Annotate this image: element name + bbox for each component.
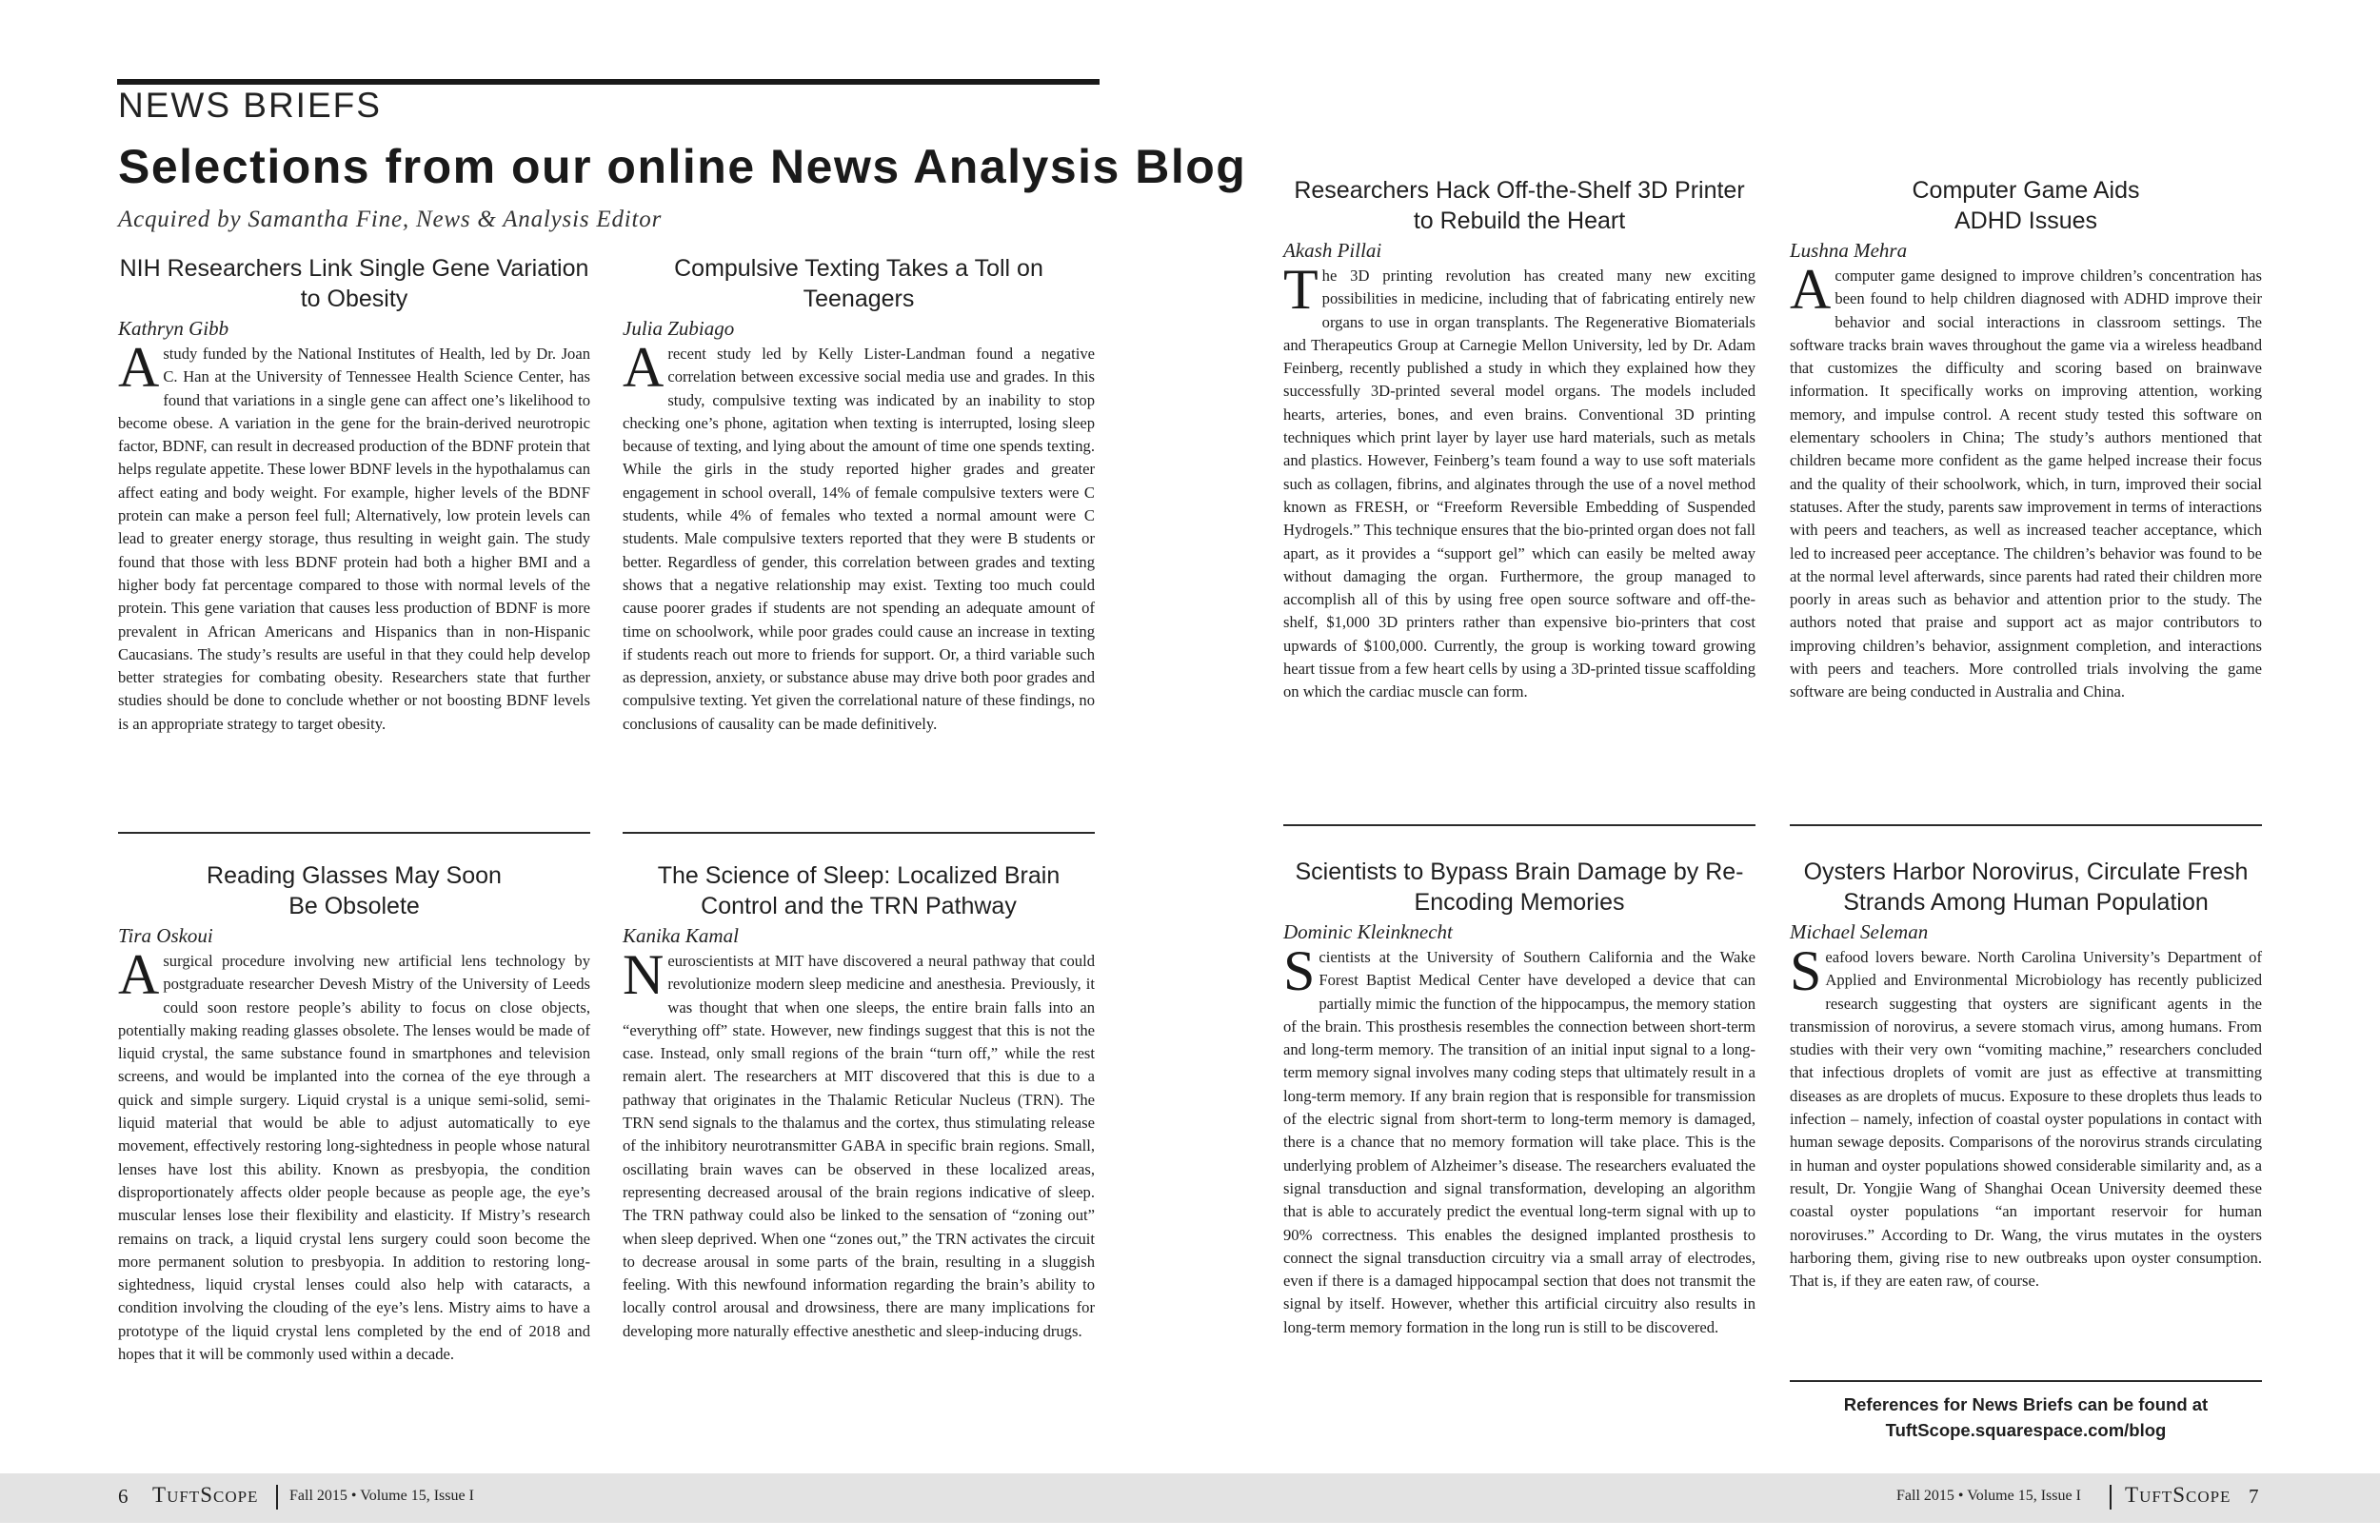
article-text: surgical procedure involving new artificial lens technology by postgraduate researcher Devesh Mistry of the University of Leeds could soon restore people’s ability to focus on close objects, potentially making reading glasses obsolete. The lenses would be made of liquid crystal, the same substance found in smartphones and television screens, and would be implanted into the cornea of the eye through a quick and simple surgery. Liquid crystal is a unique semi-solid, semi-liquid material that would be able to adjust automatically to eye movement, effectively restoring long-sightedness in people whose natural lenses have lost this ability. Known as presbyopia, the condition disproportionately affects older people because as people age, the eye’s muscular lenses lose their flexibility and elasticity. If Mistry’s research remains on track, a liquid crystal lens surgery could soon become the more permanent solution to presbyopia. In addition to restoring long-sightedness, liquid crystal lenses could also help with cataracts, a condition involving the clouding of the eye’s lens. Mistry aims to have a prototype of the liquid crystal lens completed by the end of 2018 and hopes that it will be commonly used within a decade. (118, 952, 590, 1364)
drop-cap: S (1790, 939, 1822, 1002)
article-body (623, 943, 1095, 1343)
article-author: Tira Oskoui (118, 924, 213, 947)
article-text: computer game designed to improve children’s concentration has been found to help children diagnosed with ADHD improve their behavior and social interactions in classroom settings. The software tracks brain waves throughout the game via a wireless headband that customizes the difficulty and scoring based on brainwave information. It specifically works on improving attention, working memory, and impulse control. A recent study tested this software on elementary schoolers in China; The study’s authors mentioned that children became more confident as the game helped increase their focus and the quality of their schoolwork, which, in turn, improved their social statuses. After the study, parents saw improvement in terms of interactions with peers and teachers, as well as increased teacher acceptance, which led to increased peer acceptance. The children’s behavior was found to be at the normal level afterwards, since parents had rated their children more poorly in areas such as behavior and attention prior to the study. The authors noted that praise and support act as major contributors to improving children’s behavior, assignment completion, and interactions with peers and teachers. More controlled trials involving the game software are being conducted in Australia and China. (1790, 267, 2262, 701)
article-text: he 3D printing revolution has created many new exciting possibilities in medicine, including that of fabricating entirely new organs to use in organ transplants. The Regenerative Biomaterials and Therapeutics Group at Carnegie Mellon University, led by Dr. Adam Feinberg, recently published a study in which they explained how they successfully 3D-printed several model organs. The models included hearts, arteries, bones, and even brains. Conventional 3D printing techniques which print layer by layer use hard materials, such as metals and plastics. However, Feinberg’s team found a way to use soft materials such as collagen, fibrins, and alginates through the use of a novel method known as FRESH, or “Freeform Reversible Embedding of Suspended Hydrogels.” This technique ensures that the bio-printed organ does not fall apart, as it provides a “support gel” which can easily be melted away without damaging the organ. Furthermore, the group managed to accomplish all of this by using free open source software and off-the-shelf, $1,000 3D printers rather than expensive bio-printers that cost upwards of $100,000. Currently, the group is working toward growing heart tissue from a few heart cells by using a 3D-printed tissue scaffolding on which the cardiac muscle can form. (1283, 267, 1755, 701)
column-rule (118, 832, 590, 834)
masthead-initial: T (2125, 1483, 2140, 1507)
article-author: Julia Zubiago (623, 317, 735, 340)
footer-divider (2110, 1485, 2112, 1510)
masthead-rest: COPE (212, 1488, 259, 1506)
section-label: NEWS BRIEFS (118, 86, 382, 125)
article-title: Compulsive Texting Takes a Toll on Teenagers (674, 255, 1043, 312)
issue-info-right: Fall 2015 • Volume 15, Issue I (1896, 1488, 2081, 1504)
drop-cap: N (623, 943, 664, 1006)
article-text: eafood lovers beware. North Carolina University’s Department of Applied and Environmental Microbiology has recently publicized research suggesting that oysters are significant agents in the transmission of norovirus, a severe stomach virus, among humans. From studies with their very own “vomiting machine,” researchers concluded that infectious droplets of vomit are just as effective at transmitting diseases as are droplets of mucus. Exposure to these droplets thus leads to infection – namely, infection of coastal oyster populations in contact with human sewage deposits. Comparisons of the norovirus strands circulating in human and oyster populations showed considerable similarity and, as a result, Dr. Yongjie Wang of Shanghai Ocean University deemed these coastal oyster populations “an important reservoir for human noroviruses.” According to Dr. Wang, the virus mutates in the oysters harboring them, giving rise to new outbreaks upon oyster consumption. That is, if they are eaten raw, of course. (1790, 948, 2262, 1291)
masthead-rest: UFT (2139, 1488, 2173, 1506)
column-rule (1790, 824, 2262, 826)
references-note (1790, 1392, 2262, 1443)
article-body (623, 336, 1095, 736)
masthead-left (152, 1483, 258, 1508)
article-body (118, 943, 590, 1366)
article-text: study funded by the National Institutes of Health, led by Dr. Joan C. Han at the University of Tennessee Health Science Center, has found that variations in a single gene can affect one’s likelihood to become obese. A variation in the gene for the brain-derived neurotropic factor, BDNF, can result in decreased production of the BDNF protein that helps regulate appetite. These lower BDNF levels in the hypothalamus can affect eating and body weight. For example, higher levels of the BDNF protein can make a person feel full; Alternatively, low protein levels can lead to greater energy storage, thus resulting in weight gain. The study found that those with less BDNF protein had both a higher BMI and a higher body fat percentage compared to those with normal levels of the protein. This gene variation that causes less production of BDNF is more prevalent in African Americans and Hispanics than in non-Hispanic Caucasians. The study’s results are useful in that they could help develop better strategies for combating obesity. Researchers state that further studies should be done to conclude whether or not boosting BDNF levels is an appropriate strategy to target obesity. (118, 345, 590, 733)
article-title: NIH Researchers Link Single Gene Variation to Obesity (119, 255, 589, 312)
article-title: Researchers Hack Off-the-Shelf 3D Printer to Rebuild the Heart (1294, 177, 1745, 234)
article-text: recent study led by Kelly Lister-Landman found a negative correlation between excessive social media use and grades. In this study, compulsive texting was indicated by an inability to stop checking one’s phone, agitation when texting is interrupted, losing sleep because of texting, and lying about the amount of time one spends texting. While the girls in the study reported higher grades and greater engagement in school overall, 14% of female compulsive texters were C students, while 4% of females who texted a normal amount were C students. Male compulsive texters reported that they were B students or better. Regardless of gender, this correlation between grades and texting shows that a negative relationship may exist. Texting too much could cause poorer grades if students are not spending an adequate amount of time on schoolwork, while poor grades could cause an increase in texting if students reach out more to friends for support. Or, a third variable such as depression, anxiety, or substance abuse may drive both poor grades and compulsive texting. Yet given the correlational nature of these findings, no conclusions of causality can be made definitively. (623, 345, 1095, 733)
masthead-right (2125, 1483, 2231, 1508)
masthead-initial: S (2172, 1483, 2186, 1507)
drop-cap: A (1790, 258, 1832, 321)
page-number-left: 6 (118, 1485, 129, 1508)
references-line: References for News Briefs can be found at (1843, 1394, 2209, 1414)
article-oysters-norovirus (1790, 857, 2262, 1293)
drop-cap: S (1283, 939, 1316, 1002)
page-number-right: 7 (2249, 1485, 2259, 1508)
references-rule (1790, 1380, 2262, 1382)
column-rule (1283, 824, 1755, 826)
article-body (118, 336, 590, 736)
article-compulsive-texting (623, 253, 1095, 736)
drop-cap: A (623, 336, 664, 399)
references-link[interactable]: TuftScope.squarespace.com/blog (1885, 1420, 2167, 1440)
article-science-of-sleep (623, 860, 1095, 1343)
article-title: The Science of Sleep: Localized Brain Control and the TRN Pathway (657, 862, 1061, 919)
issue-info-left: Fall 2015 • Volume 15, Issue I (289, 1488, 474, 1504)
article-body (1283, 939, 1755, 1339)
article-body (1790, 939, 2262, 1293)
article-obesity-gene (118, 253, 590, 736)
article-author: Lushna Mehra (1790, 239, 1908, 262)
article-body (1283, 258, 1755, 704)
masthead-initial: S (200, 1483, 213, 1507)
column-rule (623, 832, 1095, 834)
article-author: Dominic Kleinknecht (1283, 920, 1453, 943)
article-author: Kathryn Gibb (118, 317, 229, 340)
drop-cap: A (118, 943, 160, 1006)
drop-cap: T (1283, 258, 1319, 321)
masthead-initial: T (152, 1483, 168, 1507)
article-title: Computer Game Aids ADHD Issues (1912, 177, 2140, 234)
page-title: Selections from our online News Analysis Blog (118, 140, 1247, 193)
footer-divider (276, 1485, 278, 1510)
article-title: Reading Glasses May Soon Be Obsolete (207, 862, 502, 919)
article-brain-damage-memories (1283, 857, 1755, 1339)
article-text: euroscientists at MIT have discovered a neural pathway that could revolutionize modern sleep medicine and anesthesia. Previously, it was thought that when one sleeps, the entire brain falls into an “everything off” state. However, new findings suggest that this is not the case. Instead, only small regions of the brain “turn off,” while the rest remain alert. The researchers at MIT discovered that this is due to a pathway that originates in the Thalamic Reticular Nucleus (TRN). The TRN send signals to the thalamus and the cortex, thus stimulating release of the inhibitory neurotransmitter GABA in specific brain regions. Small, oscillating brain waves can be observed in these localized areas, representing decreased arousal of the brain regions indicative of sleep. The TRN pathway could also be linked to the sensation of “zoning out” when sleep deprived. When one “zones out,” the TRN activates the circuit to decrease arousal in some parts of the brain, resulting in a sluggish feeling. With this newfound information regarding the brain’s ability to locally control arousal and drowsiness, there are many implications for developing more naturally effective anesthetic and sleep-inducing drugs. (623, 952, 1095, 1340)
masthead-rest: UFT (167, 1488, 201, 1506)
article-computer-game-adhd (1790, 175, 2262, 704)
article-3d-printer-heart (1283, 175, 1755, 704)
masthead-rest: COPE (2185, 1488, 2231, 1506)
article-text: cientists at the University of Southern California and the Wake Forest Baptist Medical Center have developed a device that can partially mimic the function of the hippocampus, the memory station of the brain. This prosthesis resembles the connection between short-term and long-term memory. The transition of an initial input signal to a long-term memory signal involves many coding steps that ultimately result in a long-term memory. If any brain region that is responsible for transmission of the electric signal from short-term to long-term memory is damaged, there is a chance that no memory formation will take place. This is the underlying problem of Alzheimer’s disease. The researchers evaluated the signal transduction and signal transformation, developing an algorithm that is able to accurately predict the eventual long-term signal with up to 90% correctness. This enables the designed implanted prosthesis to connect the signal transduction circuitry via a small array of electrodes, even if there is a damaged hippocampal section that does not transmit the signal by itself. However, whether this artificial circuitry also results in long-term memory formation in the long run is still to be discovered. (1283, 948, 1755, 1336)
article-title: Scientists to Bypass Brain Damage by Re-Encoding Memories (1295, 859, 1744, 916)
article-body (1790, 258, 2262, 704)
header-rule (117, 79, 1100, 85)
drop-cap: A (118, 336, 160, 399)
article-author: Kanika Kamal (623, 924, 739, 947)
article-author: Michael Seleman (1790, 920, 1929, 943)
article-reading-glasses (118, 860, 590, 1366)
article-author: Akash Pillai (1283, 239, 1382, 262)
page-byline: Acquired by Samantha Fine, News & Analysis Editor (118, 207, 663, 232)
article-title: Oysters Harbor Norovirus, Circulate Fresh Strands Among Human Population (1803, 859, 2249, 916)
